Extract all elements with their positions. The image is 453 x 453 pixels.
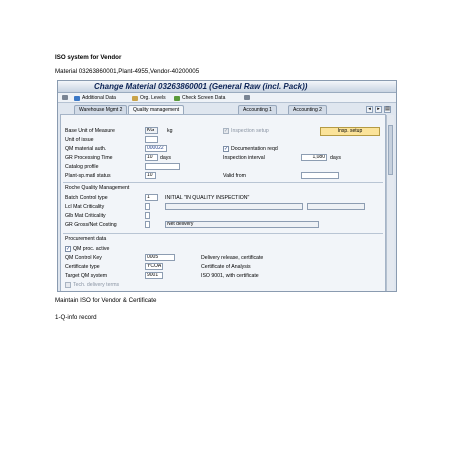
lcl-mat-criticality-text-field — [165, 203, 303, 210]
target-qm-system-text: ISO 9001, with certificate — [201, 273, 259, 279]
tab-accounting-2[interactable]: Accounting 2 — [288, 105, 327, 114]
target-qm-system-label: Target QM system — [65, 273, 108, 279]
glb-mat-criticality-label: Glb Mat Criticality — [65, 213, 106, 219]
inspection-interval-unit: days — [330, 155, 341, 161]
tab-accounting-1[interactable]: Accounting 1 — [238, 105, 277, 114]
batch-control-type-text: INITIAL "IN QUALITY INSPECTION" — [165, 195, 250, 201]
certificate-type-text: Certificate of Analysis — [201, 264, 251, 270]
qm-control-key-field[interactable]: 0005 — [145, 254, 175, 261]
quality-management-panel — [60, 114, 386, 292]
qm-material-auth-label: QM material auth. — [65, 146, 107, 152]
document-heading: ISO system for Vendor — [55, 54, 122, 61]
qm-control-key-text: Delivery release, certificate — [201, 255, 264, 261]
check-icon — [174, 96, 180, 101]
batch-control-type-field[interactable]: 1 — [145, 194, 158, 201]
lcl-mat-criticality-label: Lcl Mat Criticality — [65, 204, 105, 210]
certificate-type-label: Certificate type — [65, 264, 100, 270]
toggle-display-change-button[interactable] — [62, 95, 68, 100]
section-divider — [63, 233, 383, 234]
documentation-reqd-checkbox[interactable]: ✓ — [224, 146, 229, 152]
print-icon — [244, 95, 250, 100]
tab-list-icon[interactable]: ▤ — [385, 106, 390, 112]
gr-gross-net-costing-text: Net delivery — [165, 221, 319, 228]
plant-sp-matl-status-field[interactable]: 10 — [145, 172, 156, 179]
material-line: Material 03263860001,Plant-4955,Vendor-40200005 — [55, 68, 200, 75]
target-qm-system-field[interactable]: 9001 — [145, 272, 163, 279]
print-button[interactable] — [244, 95, 250, 100]
gr-processing-time-field[interactable]: 10 — [145, 154, 158, 161]
section-divider — [63, 182, 383, 183]
catalog-profile-field[interactable] — [145, 163, 180, 170]
scrollbar-thumb[interactable] — [388, 125, 393, 175]
gr-processing-time-unit: days — [160, 155, 171, 161]
valid-from-label: Valid from — [223, 173, 246, 179]
lcl-mat-criticality-field[interactable] — [145, 203, 150, 210]
caption-q-info-record: 1-Q-info record — [55, 314, 97, 321]
unit-of-issue-label: Unit of issue — [65, 137, 94, 143]
qm-material-auth-field[interactable]: 000022 — [145, 145, 167, 152]
qm-proc-active-checkbox[interactable]: ✓ — [66, 246, 71, 252]
qm-control-key-label: QM Control Key — [65, 255, 102, 261]
org-levels-icon — [132, 96, 138, 101]
lcl-mat-criticality-extra-field — [307, 203, 365, 210]
inspection-setup-label: Inspection setup — [231, 128, 269, 134]
check-screen-data-label: Check Screen Data — [182, 95, 226, 101]
gr-gross-net-costing-label: GR Gross/Net Costing — [65, 222, 117, 228]
roche-qm-section-title: Roche Quality Management — [65, 185, 130, 191]
gr-gross-net-costing-field[interactable] — [145, 221, 150, 228]
application-toolbar — [58, 93, 396, 103]
window-titlebar — [58, 81, 396, 93]
inspection-interval-label: Inspection interval — [223, 155, 265, 161]
glb-mat-criticality-field[interactable] — [145, 212, 150, 219]
org-levels-button[interactable] — [132, 95, 166, 101]
additional-data-label: Additional Data — [82, 95, 116, 101]
valid-from-field[interactable] — [301, 172, 339, 179]
check-screen-data-button[interactable] — [174, 95, 225, 101]
inspection-setup-checkbox[interactable]: ✓ — [224, 128, 229, 134]
certificate-type-field[interactable]: YCOA — [147, 263, 162, 269]
base-uom-field[interactable]: KG — [145, 127, 158, 134]
additional-data-button[interactable] — [74, 95, 116, 101]
batch-control-type-label: Batch Control type — [65, 195, 108, 201]
tab-warehouse-mgmt-2[interactable]: Warehouse Mgmt 2 — [74, 105, 127, 114]
tech-delivery-terms-label: Tech. delivery terms — [73, 282, 120, 288]
plant-sp-matl-status-label: Plant-sp.matl status — [65, 173, 111, 179]
unit-of-issue-field[interactable] — [145, 136, 158, 143]
documentation-reqd-label: Documentation reqd — [231, 146, 278, 152]
tab-scroll-left-icon[interactable]: ◂ — [366, 106, 373, 113]
base-uom-label: Base Unit of Measure — [65, 128, 115, 134]
inspection-interval-field[interactable]: 1,080 — [301, 154, 327, 161]
tab-scroll-right-icon[interactable]: ▸ — [375, 106, 382, 113]
caption-maintain-iso: Maintain ISO for Vendor & Certificate — [55, 297, 157, 304]
insp-setup-button[interactable]: Insp. setup — [320, 127, 380, 136]
gr-processing-time-label: GR Processing Time — [65, 155, 113, 161]
arrow-right-icon — [74, 96, 80, 101]
qm-proc-active-label: QM proc. active — [73, 246, 110, 252]
tab-quality-management[interactable]: Quality management — [128, 105, 184, 114]
sap-screenshot — [57, 80, 397, 292]
base-uom-text: kg — [167, 128, 173, 134]
tab-strip — [64, 105, 394, 114]
org-levels-label: Org. Levels — [140, 95, 166, 101]
vertical-scrollbar[interactable] — [386, 115, 394, 291]
display-change-icon — [62, 95, 68, 100]
window-title: Change Material 03263860001 (General Raw (incl. Pack)) — [94, 82, 308, 91]
tech-delivery-terms-checkbox[interactable] — [65, 282, 71, 288]
procurement-section-title: Procurement data — [65, 236, 107, 242]
catalog-profile-label: Catalog profile — [65, 164, 99, 170]
